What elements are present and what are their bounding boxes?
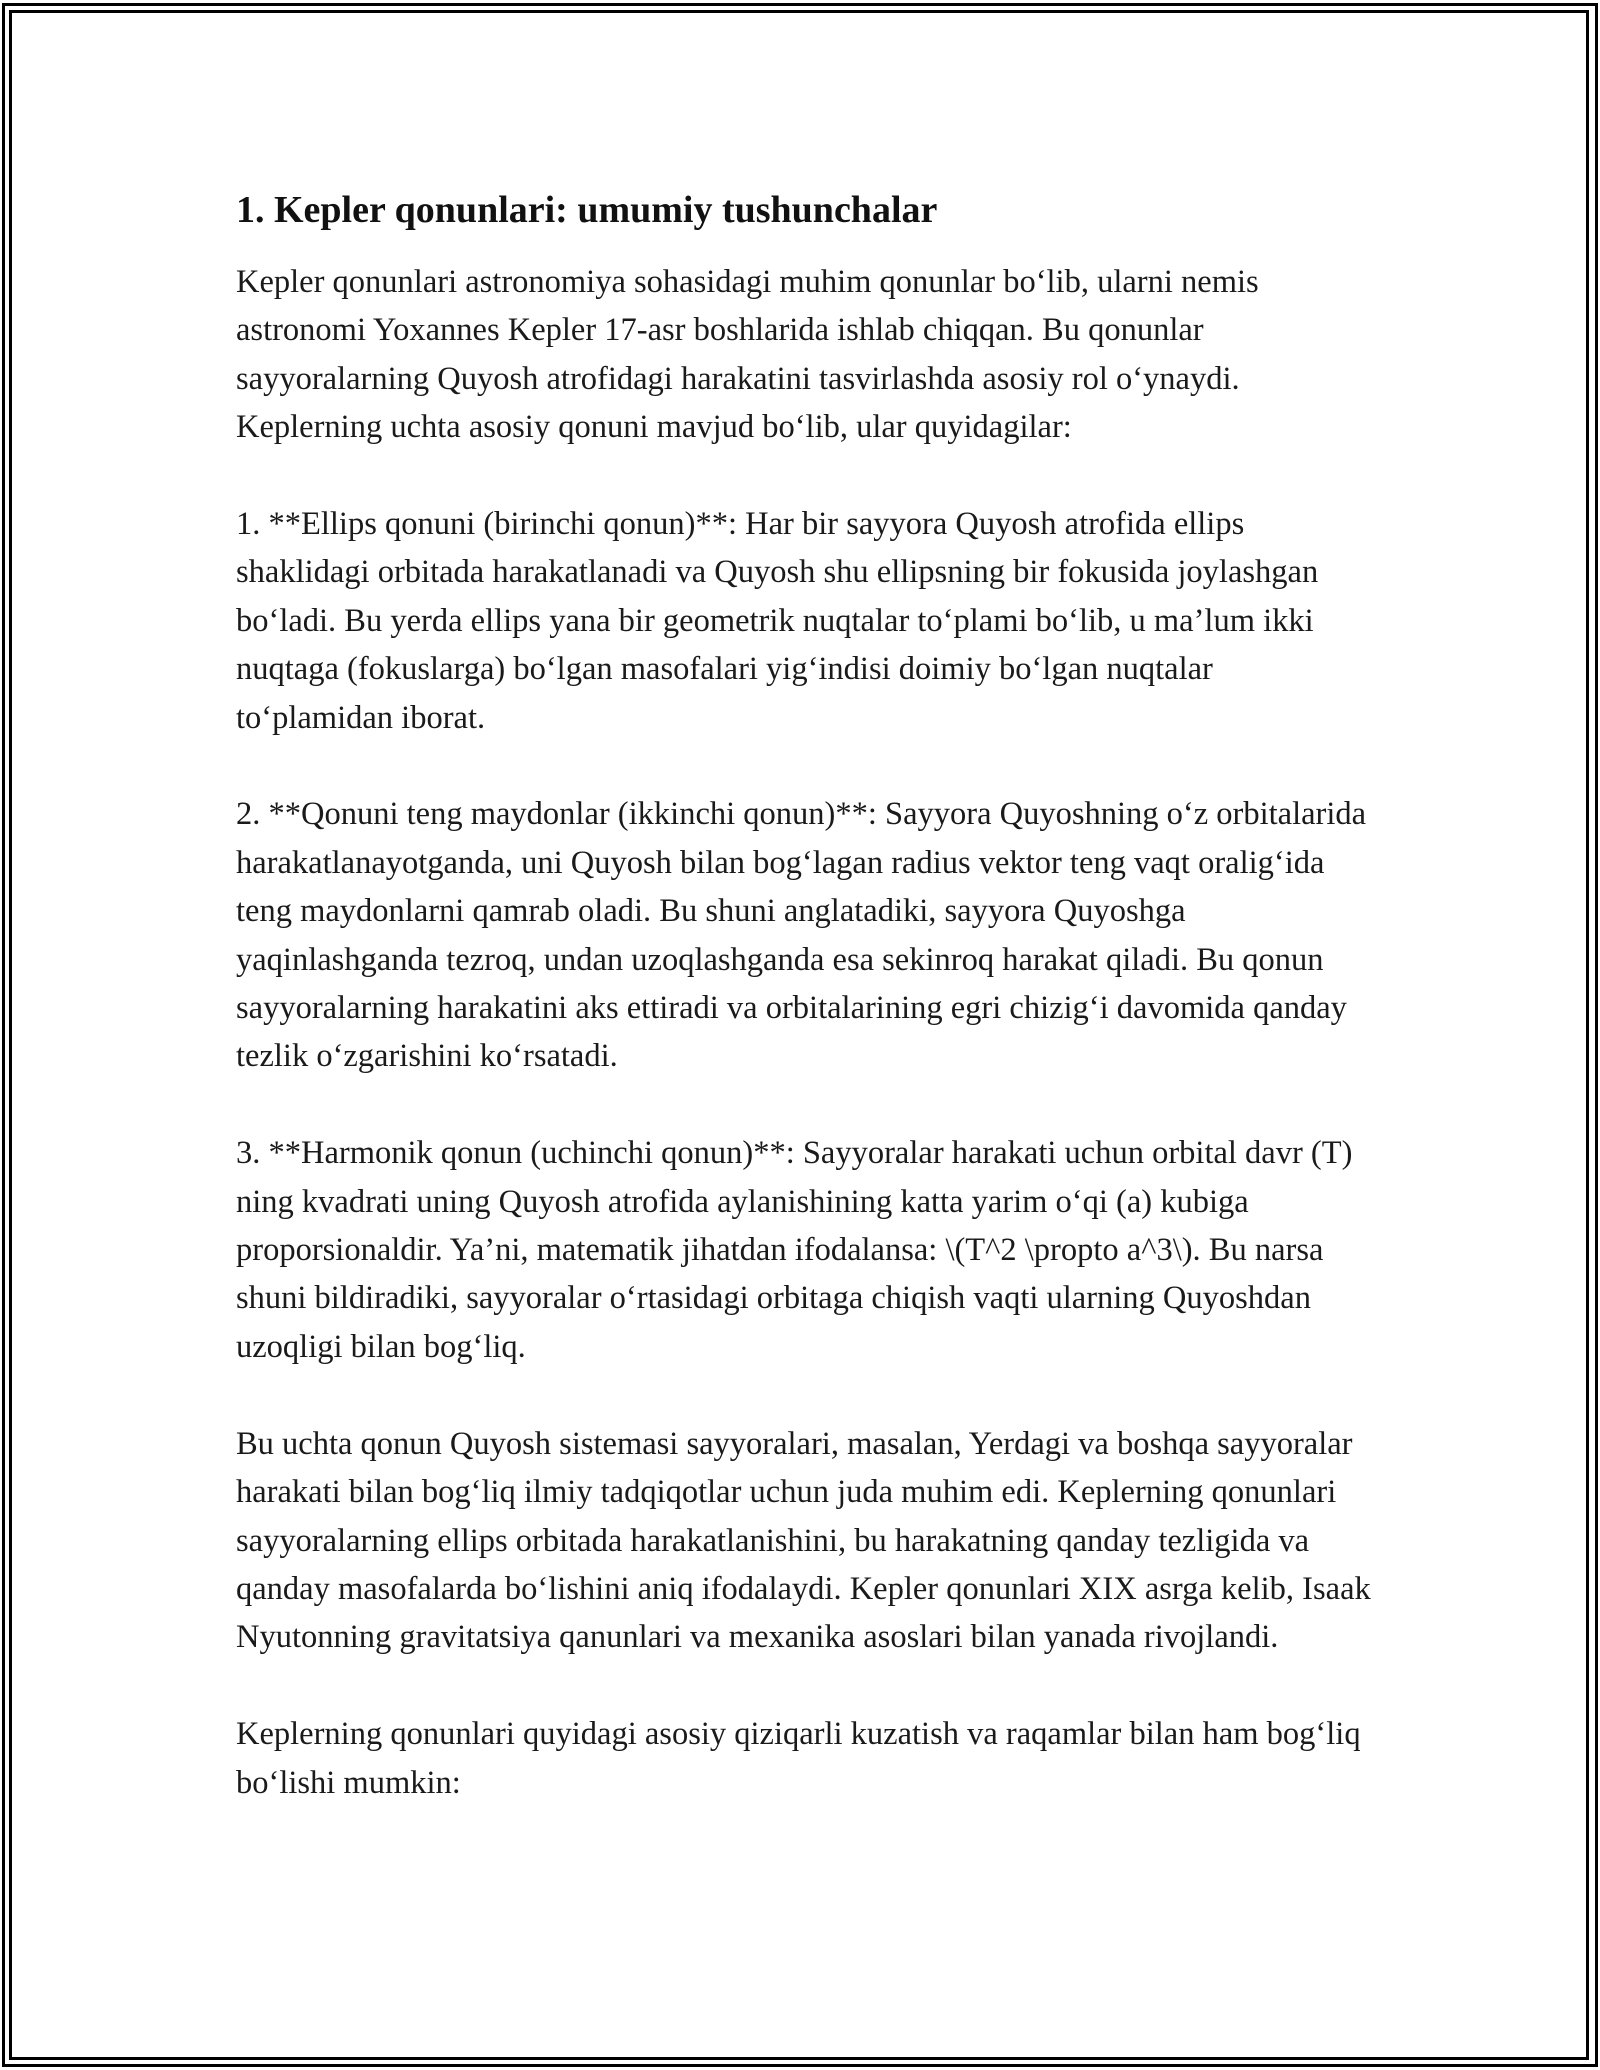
paragraph-intro: Kepler qonunlari astronomiya sohasidagi muhim qonunlar bo‘lib, ularni nemis astronomi Yoxannes Kepler 17-asr boshlarida ishlab chiqqan. Bu qonunlar sayyoralarning Quyosh atrofidagi harakatini tasvirlashda asosiy rol o‘ynaydi. Keplerning uchta asosiy qonuni mavjud bo‘lib, ular quyidagilar:	[236, 264, 1259, 446]
paragraph-first-law: 1. **Ellips qonuni (birinchi qonun)**: Har bir sayyora Quyosh atrofida ellips shaklidagi orbitada harakatlanadi va Quyosh shu ellipsning bir fokusida joylashgan bo‘ladi. Bu yerda ellips yana bir geometrik nuqtalar to‘plami bo‘lib, u ma’lum ikki nuqtaga (fokuslarga) bo‘lgan masofalari yig‘indisi doimiy bo‘lgan nuqtalar to‘plamidan iborat.	[236, 506, 1319, 736]
paragraph-significance: Bu uchta qonun Quyosh sistemasi sayyoralari, masalan, Yerdagi va boshqa sayyoralar harakati bilan bog‘liq ilmiy tadqiqotlar uchun juda muhim edi. Keplerning qonunlari sayyoralarning ellips orbitada harakatlanishini, bu harakatning qanday tezligida va qanday masofalarda bo‘lishini aniq ifodalaydi. Kepler qonunlari XIX asrga kelib, Isaak Nyutonning gravitatsiya qanunlari va mexanika asoslari bilan yanada rivojlandi.	[236, 1425, 1371, 1656]
paragraph-closing: Keplerning qonunlari quyidagi asosiy qiziqarli kuzatish va raqamlar bilan ham bog‘liq bo‘lishi mumkin:	[236, 1716, 1361, 1801]
section-heading: 1. Kepler qonunlari: umumiy tushunchalar	[236, 189, 938, 231]
paragraph-second-law: 2. **Qonuni teng maydonlar (ikkinchi qonun)**: Sayyora Quyoshning o‘z orbitalarida harakatlanayotganda, uni Quyosh bilan bog‘lagan radius vektor teng vaqt oralig‘ida teng maydonlarni qamrab oladi. Bu shuni anglatadiki, sayyora Quyoshga yaqinlashganda tezroq, undan uzoqlashganda esa sekinroq harakat qiladi. Bu qonun sayyoralarning harakatini aks ettiradi va orbitalarining egri chizig‘i davomida qanday tezlik o‘zgarishini ko‘rsatadi.	[236, 796, 1367, 1075]
document-body	[236, 186, 1376, 1807]
paragraph-third-law: 3. **Harmonik qonun (uchinchi qonun)**: Sayyoralar harakati uchun orbital davr (T) ning kvadrati uning Quyosh atrofida aylanishining katta yarim o‘qi (a) kubiga proporsionaldir. Ya’ni, matematik jihatdan ifodalansa: \(T^2 \propto a^3\). Bu narsa shuni bildiradiki, sayyoralar o‘rtasidagi orbitaga chiqish vaqti ularning Quyoshdan uzoqligi bilan bog‘liq.	[236, 1135, 1353, 1365]
